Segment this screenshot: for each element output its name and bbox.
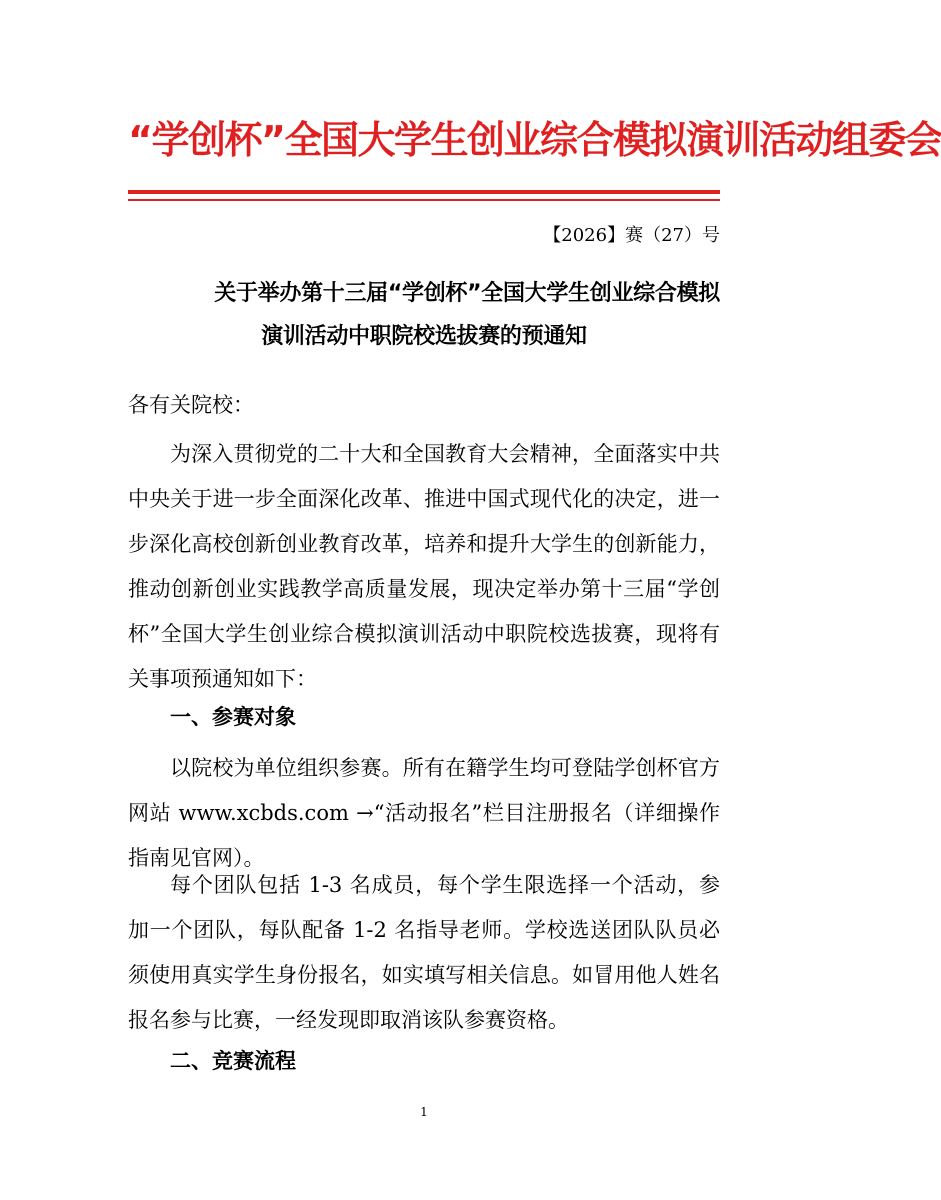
document-title-line-1: 关于举办第十三届“学创杯”全国大学生创业综合模拟: [214, 281, 720, 306]
section-heading-participants: 一、参赛对象: [170, 705, 296, 729]
document-title-line-2: 演训活动中职院校选拔赛的预通知: [261, 324, 587, 349]
participants-paragraph-2: 每个团队包括 1-3 名成员，每个学生限选择一个活动，参加一个团队，每队配备 1-2 名指导老师。学校选送团队队员必须使用真实学生身份报名，如实填写相关信息。如冒用他人姓名报名参与比赛，一经发现即取消该队参赛资格。: [128, 873, 720, 1032]
salutation: 各有关院校：: [128, 393, 254, 417]
participants-paragraph-1: 以院校为单位组织参赛。所有在籍学生均可登陆学创杯官方网站 www.xcbds.com →“活动报名”栏目注册报名（详细操作指南见官网）。: [128, 756, 720, 870]
page-number: 1: [420, 1105, 428, 1119]
header-rule-thick: [128, 190, 720, 194]
header-rule-thin: [128, 199, 720, 201]
intro-paragraph: 为深入贯彻党的二十大和全国教育大会精神，全面落实中共中央关于进一步全面深化改革、推进中国式现代化的决定，进一步深化高校创新创业教育改革，培养和提升大学生的创新能力，推动创新创业实践教学高质量发展，现决定举办第十三届“学创杯”全国大学生创业综合模拟演训活动中职院校选拔赛，现将有关事项预通知如下：: [128, 442, 720, 691]
section-heading-process: 二、竞赛流程: [170, 1049, 296, 1073]
document-number: 【2026】赛（27）号: [543, 225, 720, 246]
organization-header: “学创杯”全国大学生创业综合模拟演训活动组委会: [128, 118, 941, 162]
